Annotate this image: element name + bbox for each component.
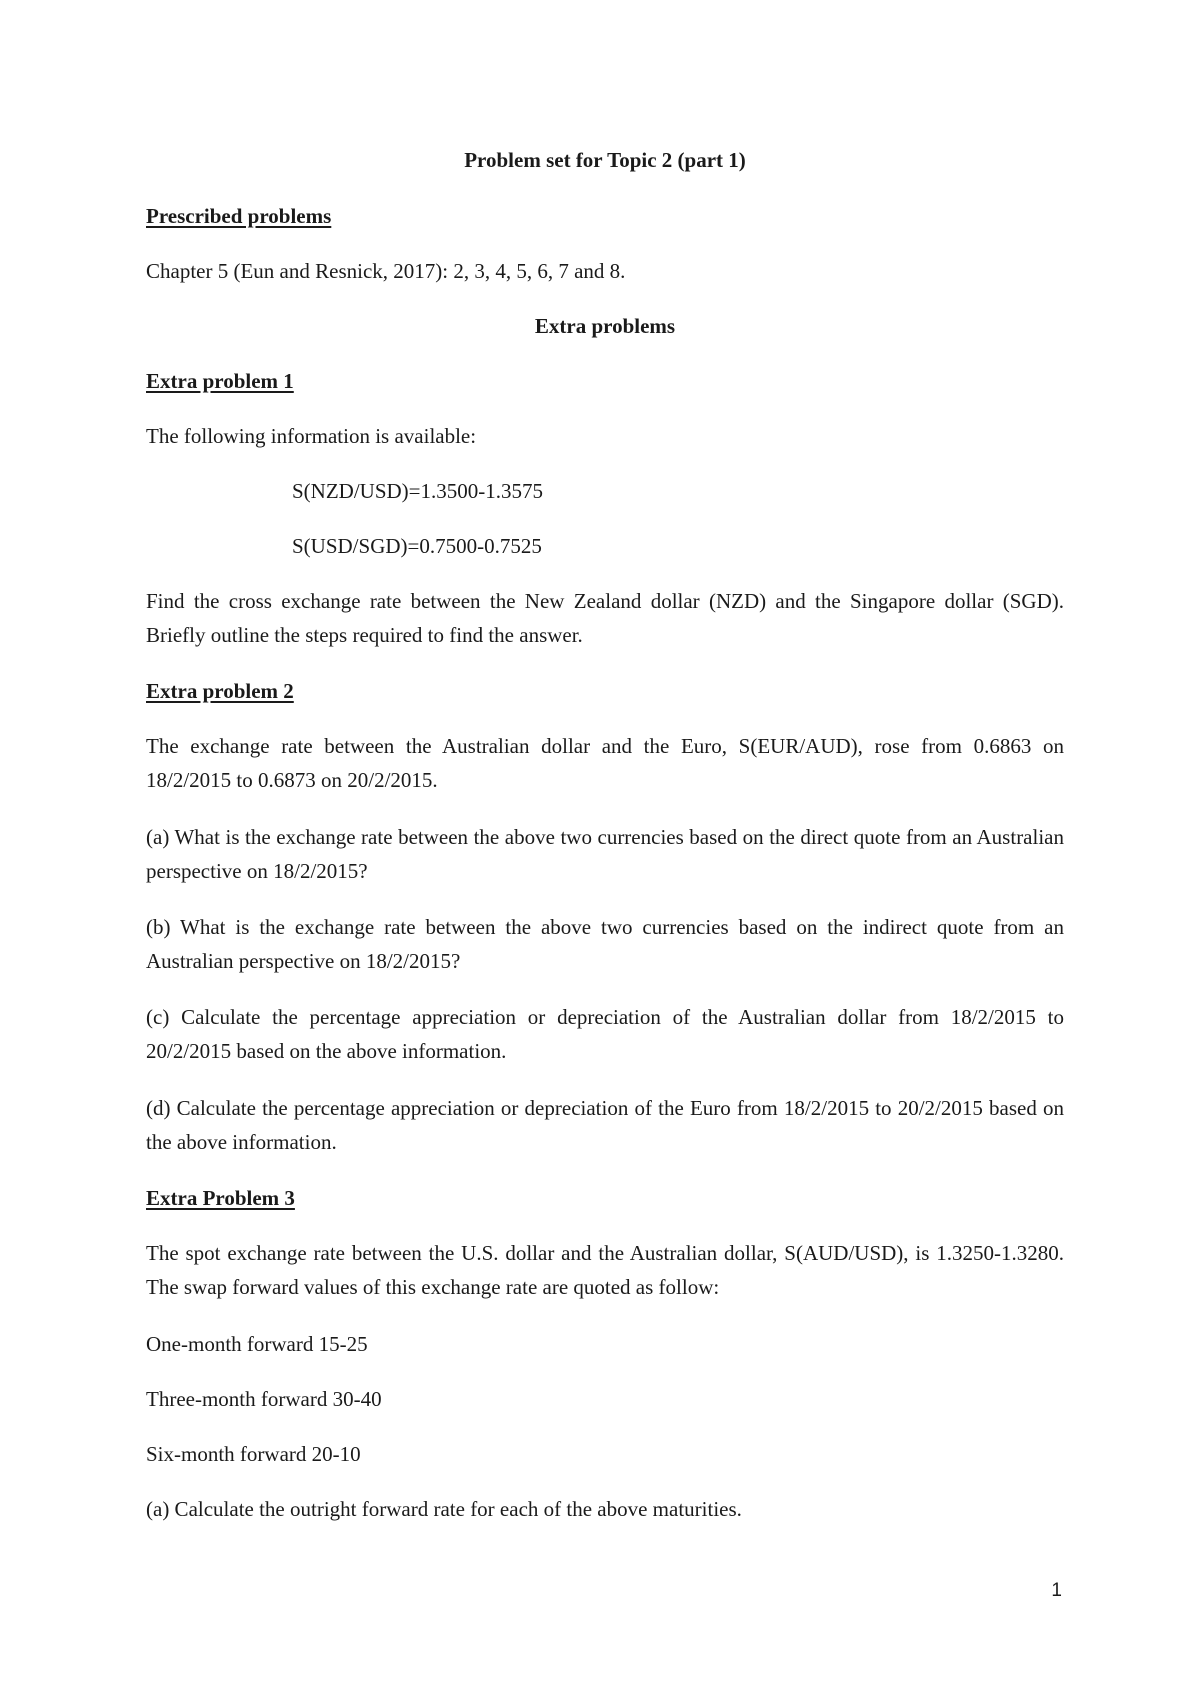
problem1-question: Find the cross exchange rate between the New Zealand dollar (NZD) and the Singapore dollar (SGD). Briefly outline the steps required to find the answer. bbox=[146, 589, 1064, 647]
problem1-intro: The following information is available: bbox=[146, 424, 477, 448]
problem2-part-c: (c) Calculate the percentage appreciation or depreciation of the Australian dollar from 18/2/2015 to 20/2/2015 based on the above information. bbox=[146, 1005, 1064, 1063]
problem2-intro: The exchange rate between the Australian dollar and the Euro, S(EUR/AUD), rose from 0.6863 on 18/2/2015 to 0.6873 on 20/2/2015. bbox=[146, 734, 1064, 792]
problem2-heading: Extra problem 2 bbox=[146, 679, 294, 703]
page-number: 1 bbox=[1051, 1580, 1062, 1601]
problem3-six-month: Six-month forward 20-10 bbox=[146, 1442, 361, 1466]
page-title: Problem set for Topic 2 (part 1) bbox=[464, 148, 746, 172]
problem1-rate-usd-sgd: S(USD/SGD)=0.7500-0.7525 bbox=[292, 534, 542, 558]
problem2-part-b: (b) What is the exchange rate between the above two currencies based on the indirect quote from an Australian perspective on 18/2/2015? bbox=[146, 915, 1064, 973]
problem3-one-month: One-month forward 15-25 bbox=[146, 1332, 368, 1356]
extra-problems-heading: Extra problems bbox=[534, 314, 676, 338]
problem3-heading: Extra Problem 3 bbox=[146, 1186, 295, 1210]
problem1-rate-nzd-usd: S(NZD/USD)=1.3500-1.3575 bbox=[292, 479, 544, 503]
problem1-heading: Extra problem 1 bbox=[146, 369, 294, 393]
problem2-part-a: (a) What is the exchange rate between the above two currencies based on the direct quote from an Australian perspective on 18/2/2015? bbox=[146, 825, 1064, 883]
prescribed-heading: Prescribed problems bbox=[146, 204, 332, 228]
problem3-three-month: Three-month forward 30-40 bbox=[146, 1387, 382, 1411]
problem3-part-a: (a) Calculate the outright forward rate for each of the above maturities. bbox=[146, 1497, 742, 1521]
prescribed-text: Chapter 5 (Eun and Resnick, 2017): 2, 3, 4, 5, 6, 7 and 8. bbox=[146, 259, 626, 283]
problem2-part-d: (d) Calculate the percentage appreciation or depreciation of the Euro from 18/2/2015 to 20/2/2015 based on the above information. bbox=[146, 1096, 1064, 1154]
problem3-intro: The spot exchange rate between the U.S. dollar and the Australian dollar, S(AUD/USD), is 1.3250-1.3280. The swap forward values of this exchange rate are quoted as follow: bbox=[146, 1241, 1064, 1299]
